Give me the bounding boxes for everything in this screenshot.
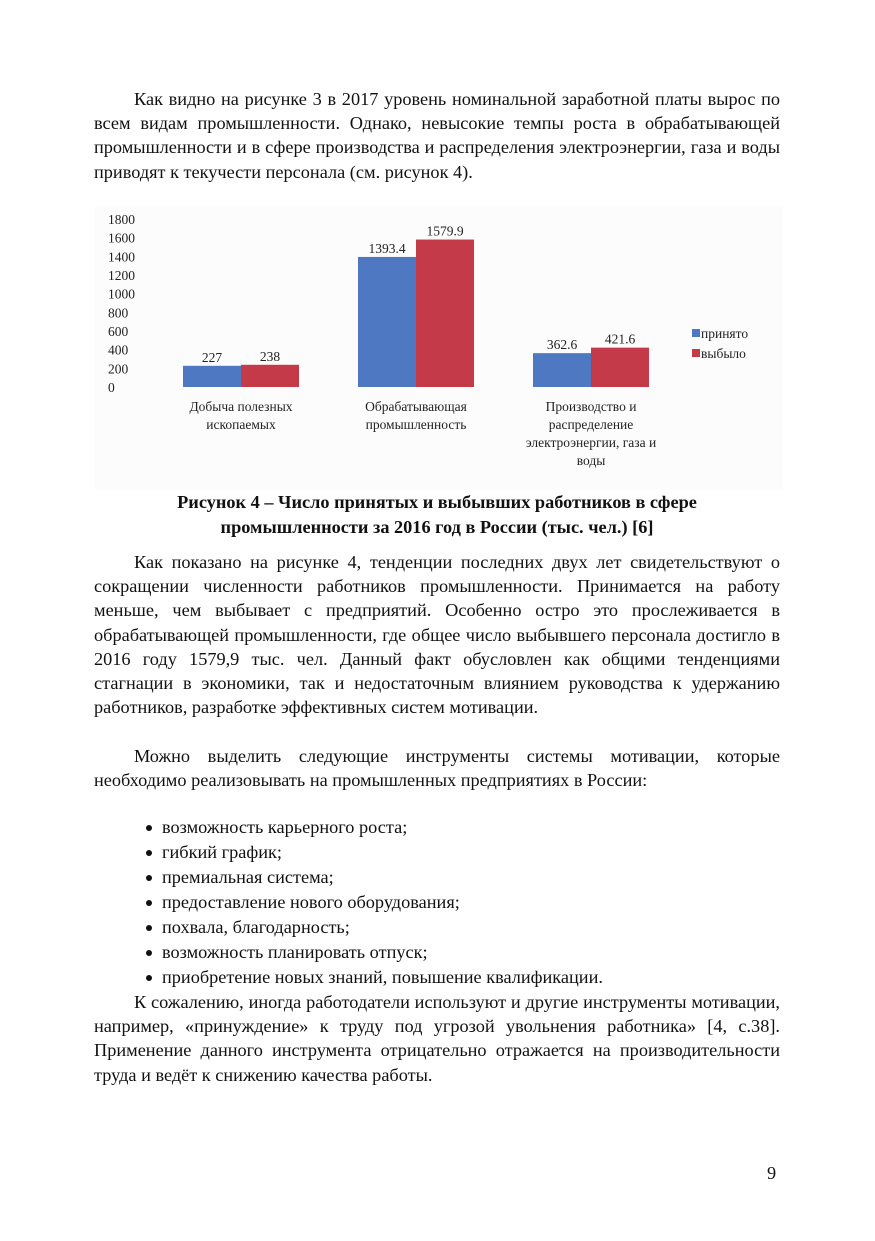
data-label: 1579.9 xyxy=(426,223,464,239)
data-label: 362.6 xyxy=(546,337,578,353)
data-label: 227 xyxy=(201,349,223,365)
list-item: предоставление нового оборудования; xyxy=(140,890,603,915)
list-item: возможность планировать отпуск; xyxy=(140,940,603,965)
data-label: 238 xyxy=(259,348,281,364)
paragraph-tools-intro: Можно выделить следующие инструменты системы мотивации, которые необходимо реализовывать на промышленных предприятиях в России: xyxy=(94,746,780,791)
bar xyxy=(241,365,299,387)
legend-swatch xyxy=(692,329,700,337)
y-tick-label: 800 xyxy=(108,305,129,321)
list-item: премиальная система; xyxy=(140,865,603,890)
category-label: распределение xyxy=(548,417,634,432)
category-label: воды xyxy=(576,453,606,468)
bar xyxy=(591,348,649,387)
y-tick-label: 1400 xyxy=(108,249,135,265)
list-item: возможность карьерного роста; xyxy=(140,815,603,840)
y-tick-label: 1600 xyxy=(108,230,135,246)
legend-swatch xyxy=(692,349,700,357)
list-item: похвала, благодарность; xyxy=(140,915,603,940)
paragraph-conclusion: К сожалению, иногда работодатели используют и другие инструменты мотивации, например, «принуждение» к труду под угрозой увольнения работника» [4, с.38]. Применение данного инструмента отрицательно отражается на производительности труда и ведёт к снижению качества работы. xyxy=(94,992,780,1085)
motivation-tools-list xyxy=(140,815,603,990)
y-tick-label: 1000 xyxy=(108,286,135,302)
figure-chart xyxy=(95,206,783,490)
y-tick-label: 400 xyxy=(108,342,129,358)
y-tick-label: 1200 xyxy=(108,268,135,283)
category-label: Обрабатывающая xyxy=(365,399,467,414)
y-tick-label: 200 xyxy=(108,361,129,377)
data-label: 421.6 xyxy=(604,331,636,347)
figure-caption xyxy=(94,490,780,539)
y-tick-label: 1800 xyxy=(108,212,135,227)
legend-label: выбыло xyxy=(701,346,746,361)
bar xyxy=(533,353,591,387)
bar-chart xyxy=(95,206,783,490)
paragraph-intro: Как видно на рисунке 3 в 2017 уровень номинальной заработной платы вырос по всем видам промышленности. Однако, невысокие темпы роста в обрабатывающей промышленности и в сфере производства и распределения электроэнергии, газа и воды приводят к текучести персонала (см. рисунок 4). xyxy=(94,89,780,182)
list-item: приобретение новых знаний, повышение квалификации. xyxy=(140,965,603,990)
category-label: промышленность xyxy=(365,417,467,432)
category-label: ископаемых xyxy=(206,417,276,432)
bar xyxy=(183,366,241,387)
y-tick-label: 600 xyxy=(108,324,129,339)
y-tick-label: 0 xyxy=(108,380,115,395)
list-item: гибкий график; xyxy=(140,840,603,865)
legend-label: принято xyxy=(701,326,749,341)
paragraph-analysis: Как показано на рисунке 4, тенденции последних двух лет свидетельствуют о сокращении численности работников промышленности. Принимается на работу меньше, чем выбывает с предприятий. Особенно остро это прослеживается в обрабатывающей промышленности, где общее число выбывшего персонала достигло в 2016 году 1579,9 тыс. чел. Данный факт обусловлен как общими тенденциями стагнации в экономики, так и недостаточным влиянием руководства к удержанию работников, разработке эффективных систем мотивации. xyxy=(94,552,780,718)
data-label: 1393.4 xyxy=(368,240,406,256)
category-label: электроэнергии, газа и xyxy=(525,435,657,450)
caption-line-1: Рисунок 4 – Число принятых и выбывших работников в сфере xyxy=(177,492,697,512)
bar xyxy=(358,257,416,387)
category-label: Производство и xyxy=(545,399,637,414)
bar xyxy=(416,240,474,387)
page-number: 9 xyxy=(767,1163,777,1183)
caption-line-2: промышленности за 2016 год в России (тыс. чел.) [6] xyxy=(220,516,654,537)
category-label: Добыча полезных xyxy=(189,399,293,414)
